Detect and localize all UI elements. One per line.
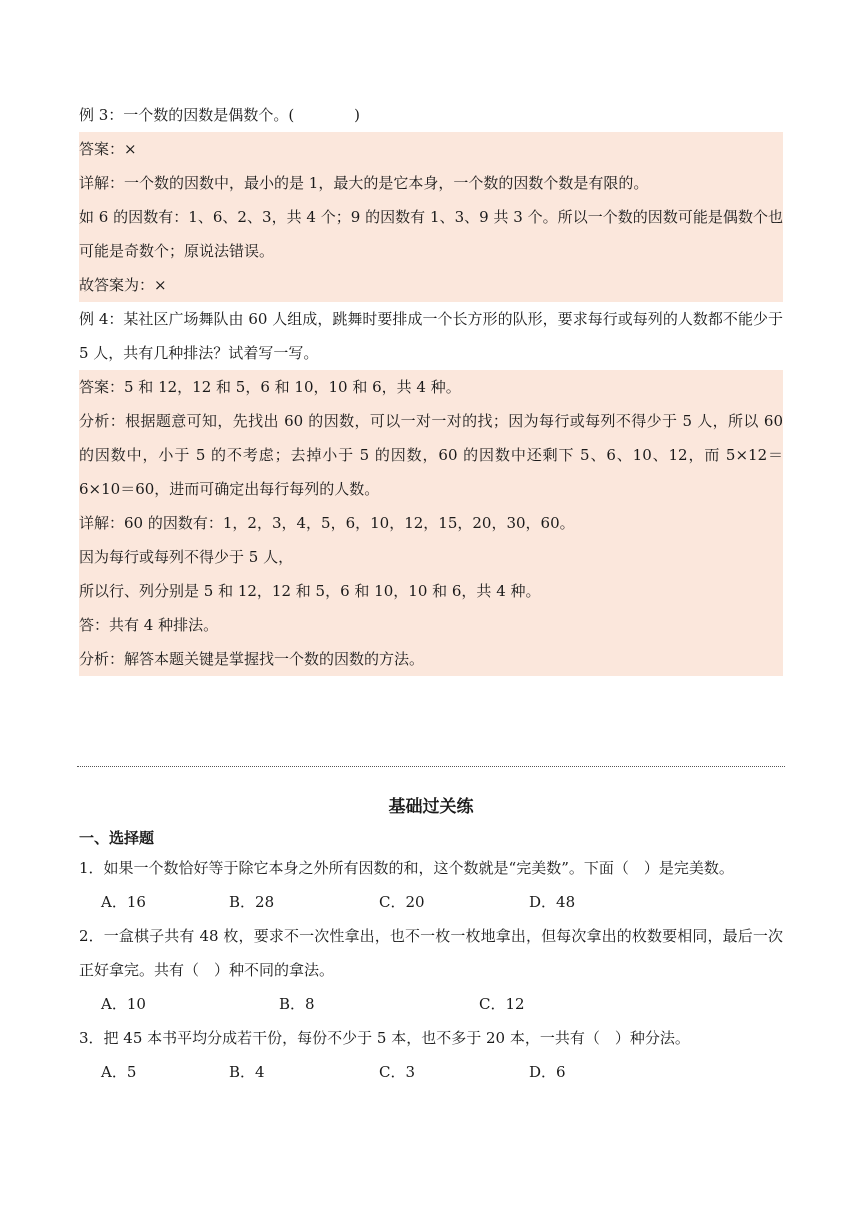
question-1: 1．如果一个数恰好等于除它本身之外所有因数的和，这个数就是“完美数”。下面（ ）是完美数。 xyxy=(79,859,734,877)
example-3-answer: 答案：× xyxy=(79,140,137,158)
question-2: 2．一盒棋子共有 48 枚，要求不一次性拿出，也不一枚一枚地拿出，但每次拿出的枚数要相同，最后一次正好拿完。共有（ ）种不同的拿法。 xyxy=(79,927,783,979)
document-page xyxy=(79,98,783,1089)
question-3: 3．把 45 本书平均分成若干份，每份不少于 5 本，也不多于 20 本，一共有（ ）种分法。 xyxy=(79,1029,690,1047)
option-a: A．5 xyxy=(101,1063,137,1081)
option-a: A．10 xyxy=(101,995,146,1013)
question-1-options xyxy=(79,885,783,919)
example-4-line-3: 所以行、列分别是 5 和 12，12 和 5，6 和 10，10 和 6，共 4 种。 xyxy=(79,582,541,600)
option-a: A．16 xyxy=(101,893,146,911)
example-3-detail-1: 详解：一个数的因数中，最小的是 1，最大的是它本身，一个数的因数个数是有限的。 xyxy=(79,174,649,192)
question-3-options xyxy=(79,1055,783,1089)
example-3-question: 例 3：一个数的因数是偶数个。( ) xyxy=(79,106,361,124)
example-3-detail-2: 如 6 的因数有：1、6、2、3，共 4 个；9 的因数有 1、3、9 共 3 个。所以一个数的因数可能是偶数个也可能是奇数个；原说法错误。 xyxy=(79,208,783,260)
option-d: D．48 xyxy=(529,893,576,911)
question-2-options xyxy=(79,987,783,1021)
option-c: C．20 xyxy=(379,893,425,911)
example-3-answer-box xyxy=(79,132,783,302)
option-b: B．28 xyxy=(229,893,275,911)
section-divider xyxy=(77,766,785,767)
practice-title: 基础过关练 xyxy=(388,797,474,817)
section-heading: 一、选择题 xyxy=(79,829,155,847)
option-c: C．12 xyxy=(479,995,525,1013)
example-3-final: 故答案为：× xyxy=(79,276,167,294)
example-4-answer-box xyxy=(79,370,783,676)
option-d: D．6 xyxy=(529,1063,566,1081)
example-4-analysis-2: 分析：解答本题关键是掌握找一个数的因数的方法。 xyxy=(79,650,425,668)
example-4-reply: 答：共有 4 种排法。 xyxy=(79,616,219,634)
example-4-analysis: 分析：根据题意可知，先找出 60 的因数，可以一对一对的找；因为每行或每列不得少于 5 人，所以 60 的因数中，小于 5 的不考虑；去掉小于 5 的因数，60 的因数中还剩下 5、6、10、12，而 5×12＝6×10＝60，进而可确定出每行每列的人数。 xyxy=(79,412,783,498)
option-b: B．4 xyxy=(229,1063,265,1081)
option-c: C．3 xyxy=(379,1063,416,1081)
example-4-question: 例 4：某社区广场舞队由 60 人组成，跳舞时要排成一个长方形的队形，要求每行或每列的人数都不能少于 5 人，共有几种排法？试着写一写。 xyxy=(79,310,783,362)
example-4-answer: 答案：5 和 12，12 和 5，6 和 10，10 和 6，共 4 种。 xyxy=(79,378,461,396)
example-4-line-2: 因为每行或每列不得少于 5 人， xyxy=(79,548,294,566)
option-b: B．8 xyxy=(279,995,315,1013)
example-4-detail: 详解：60 的因数有：1，2，3，4，5，6，10，12，15，20，30，60。 xyxy=(79,514,575,532)
